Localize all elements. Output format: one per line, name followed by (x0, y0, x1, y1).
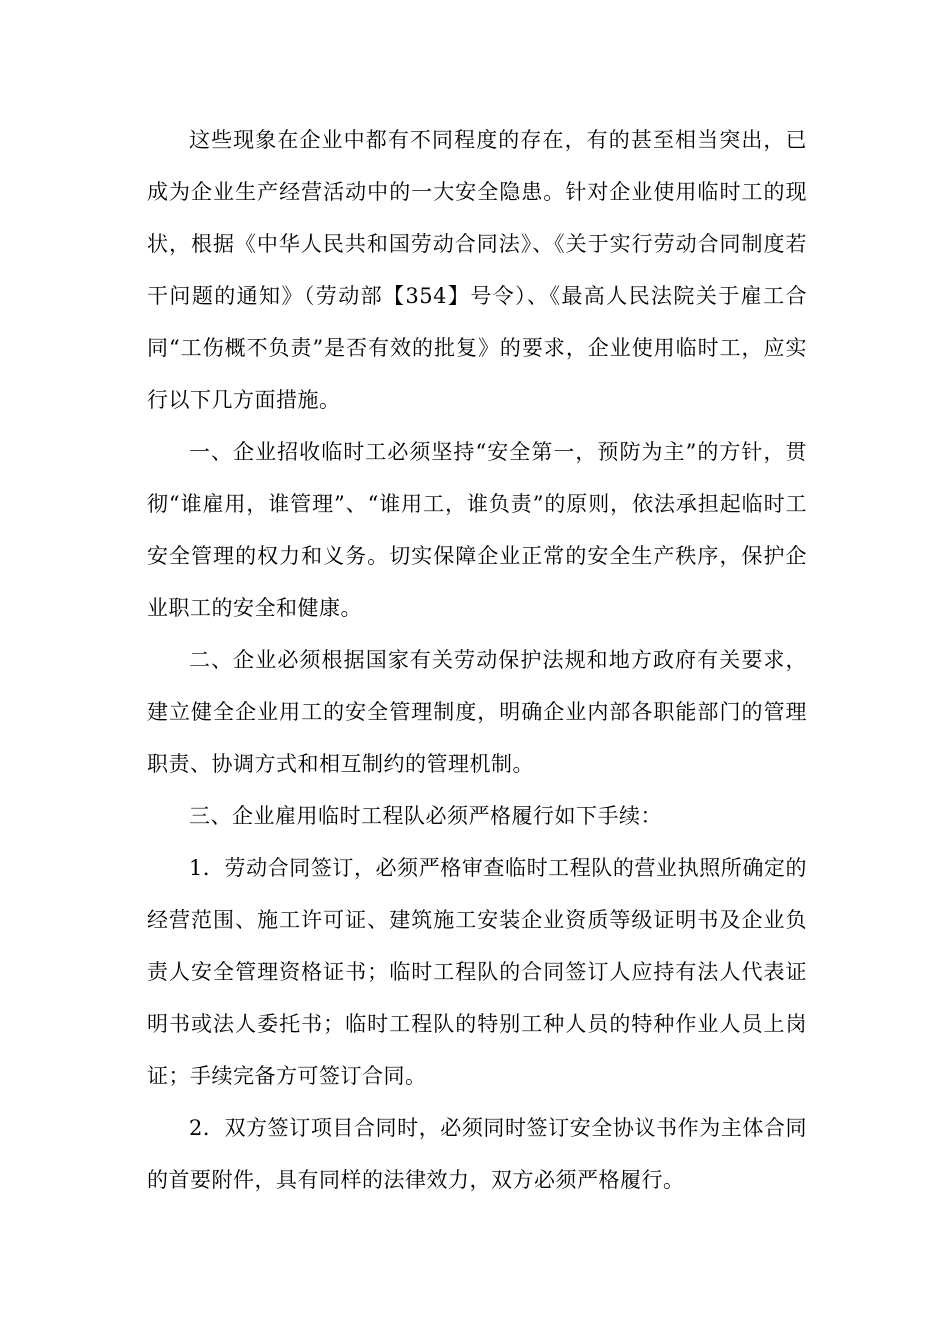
paragraph-intro: 这些现象在企业中都有不同程度的存在，有的甚至相当突出，已成为企业生产经营活动中的一大安全隐患。针对企业使用临时工的现状，根据《中华人民共和国劳动合同法》、《关于实行劳动合同制度若干问题的通知》（劳动部【354】号令）、《最高人民法院关于雇工合同“工伤概不负责”是否有效的批复》的要求，企业使用临时工，应实行以下几方面措施。 (147, 128, 807, 412)
paragraph-subitem-1: 1．劳动合同签订，必须严格审查临时工程队的营业执照所确定的经营范围、施工许可证、建筑施工安装企业资质等级证明书及企业负责人安全管理资格证书；临时工程队的合同签订人应持有法人代表证明书或法人委托书；临时工程队的特别工种人员的特种作业人员上岗证；手续完备方可签订合同。 (147, 856, 807, 1088)
paragraph-subitem-2: 2．双方签订项目合同时，必须同时签订安全协议书作为主体合同的首要附件，具有同样的法律效力，双方必须严格履行。 (147, 1116, 807, 1192)
paragraph-item-two: 二、企业必须根据国家有关劳动保护法规和地方政府有关要求，建立健全企业用工的安全管理制度，明确企业内部各职能部门的管理职责、协调方式和相互制约的管理机制。 (147, 648, 807, 776)
paragraph-item-three: 三、企业雇用临时工程队必须严格履行如下手续： (189, 804, 662, 828)
document-body (147, 114, 807, 1206)
paragraph-item-one: 一、企业招收临时工必须坚持“安全第一，预防为主”的方针，贯彻“谁雇用，谁管理”、“谁用工，谁负责”的原则，依法承担起临时工安全管理的权力和义务。切实保障企业正常的安全生产秩序，保护企业职工的安全和健康。 (147, 440, 807, 620)
